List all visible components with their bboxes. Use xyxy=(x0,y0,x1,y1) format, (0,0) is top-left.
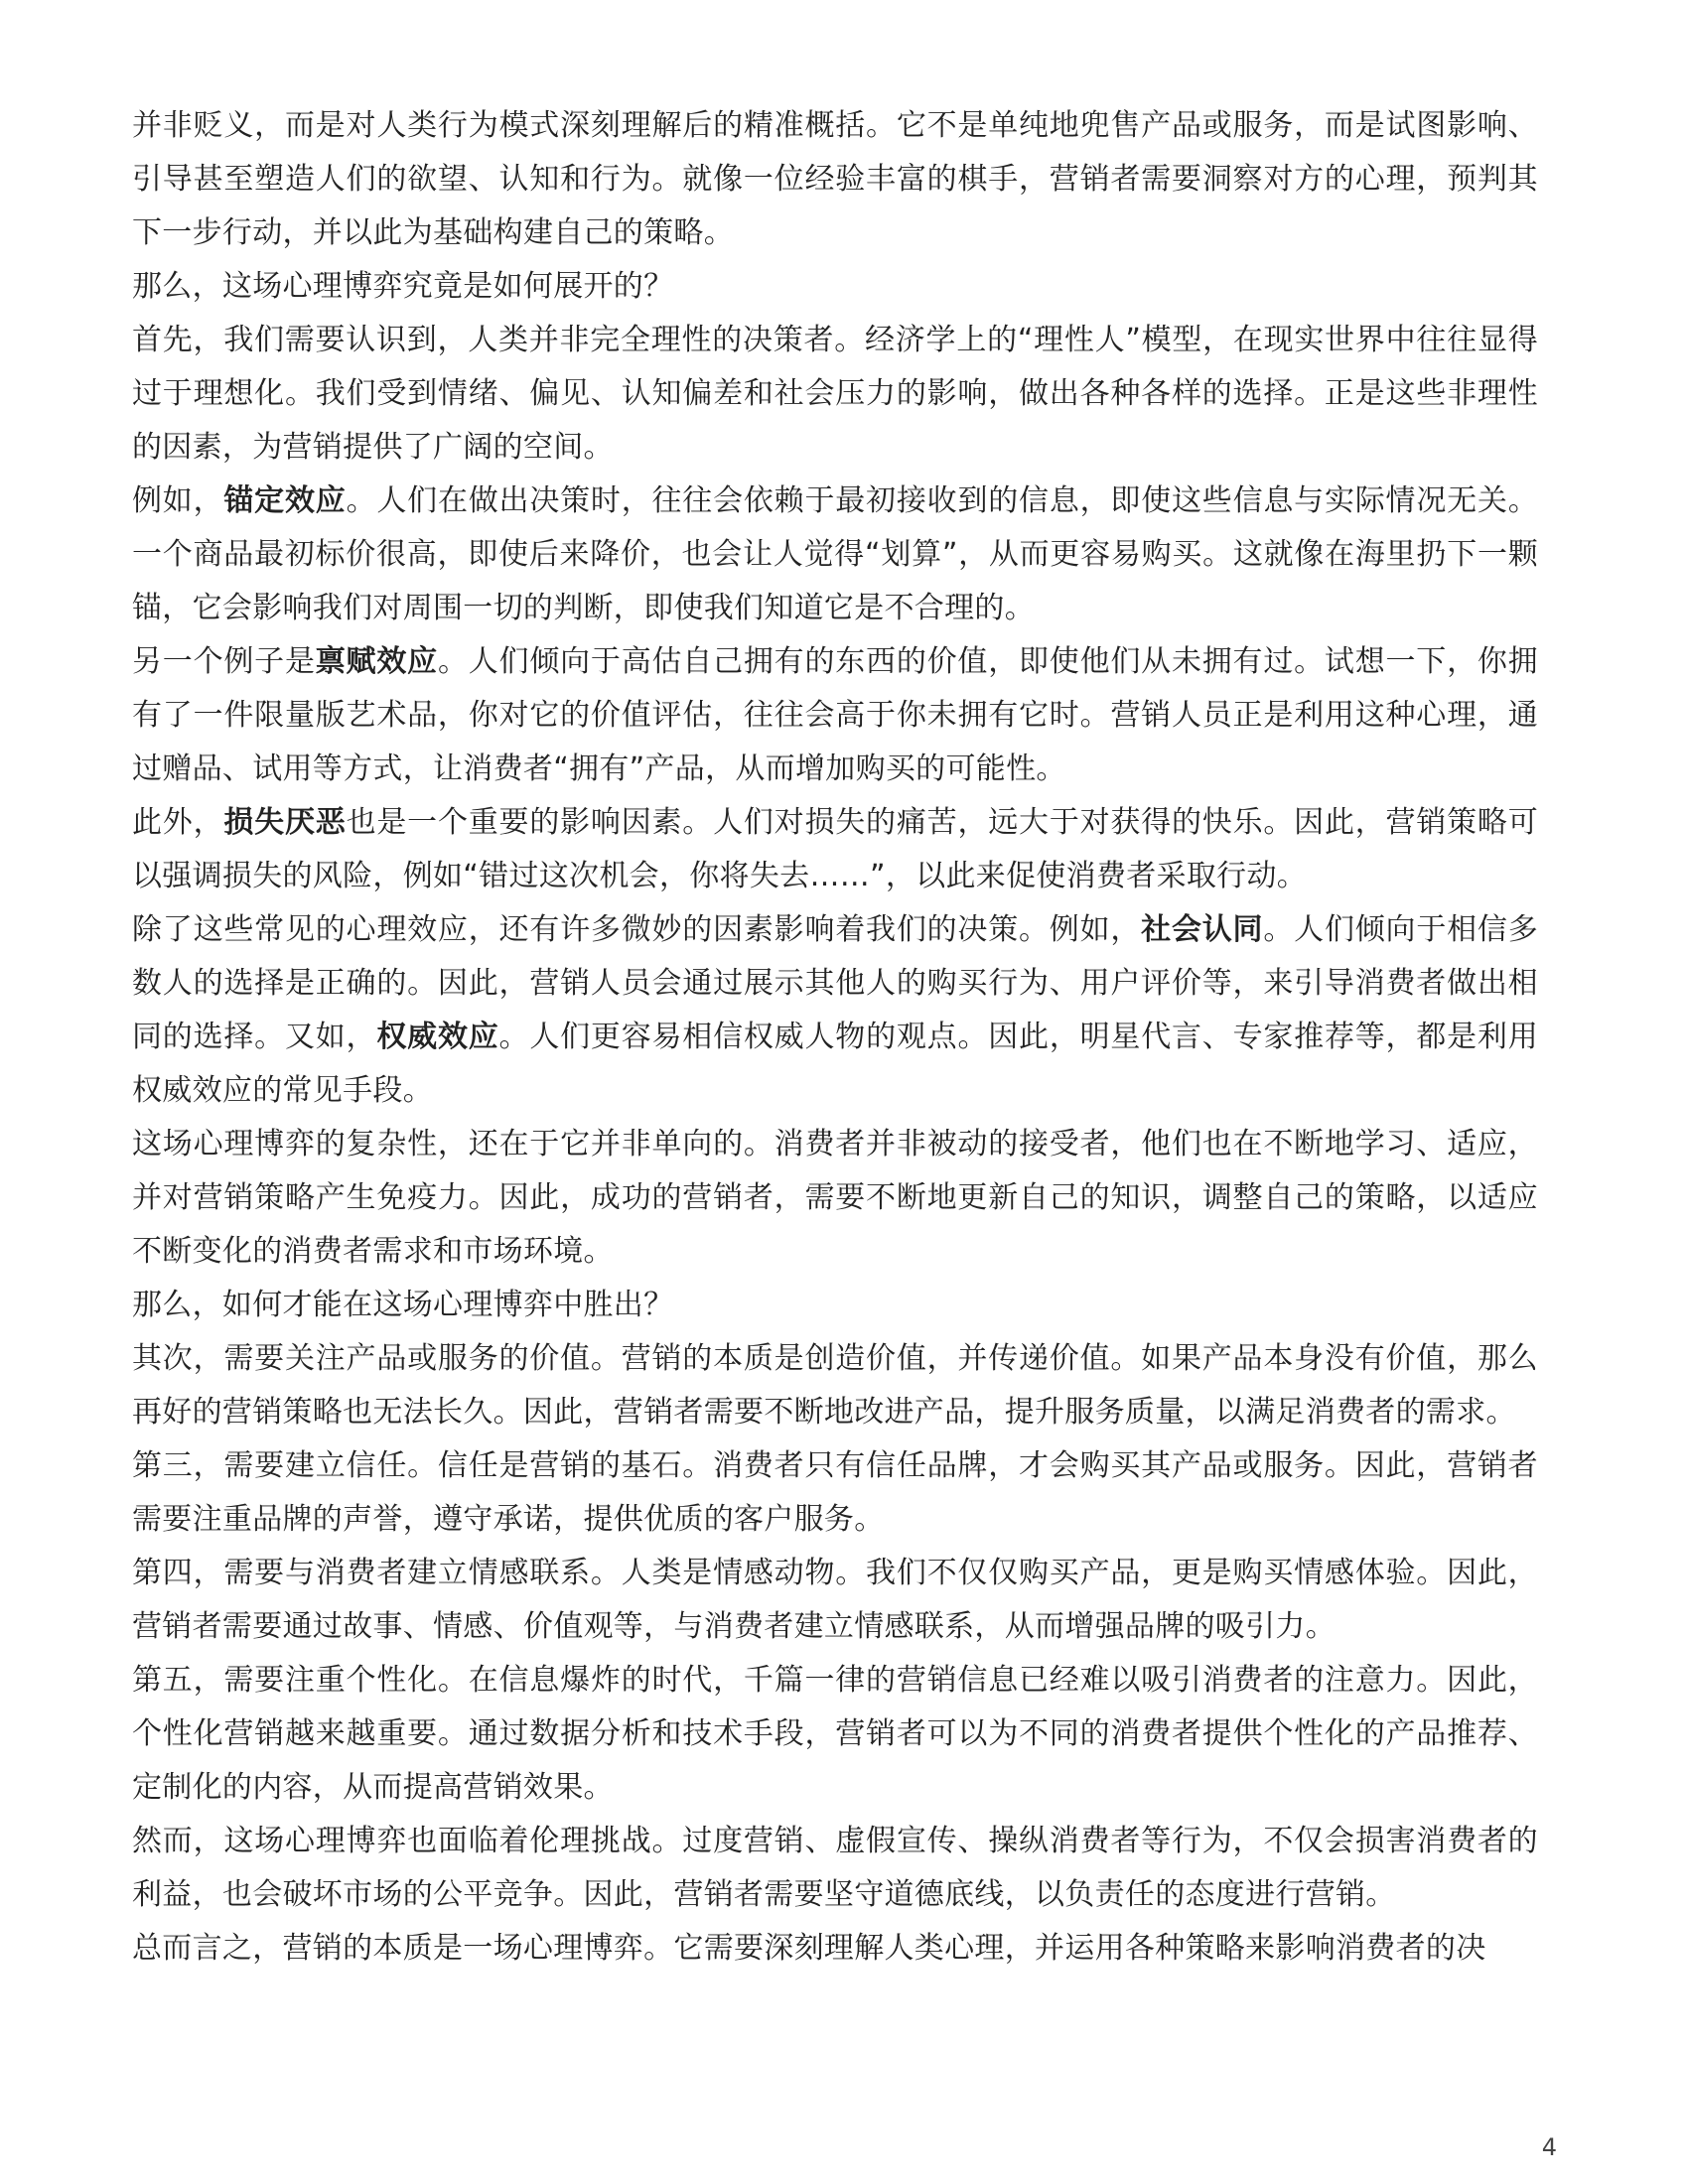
paragraph-text: 首先，我们需要认识到，人类并非完全理性的决策者。经济学上的“理性人”模型，在现实世界中往往显得过于理想化。我们受到情绪、偏见、认知偏差和社会压力的影响，做出各种各样的选择。正是这些非理性的因素，为营销提供了广阔的空间。 xyxy=(132,323,1538,465)
paragraph xyxy=(132,1332,1538,1439)
paragraph-text: 例如， xyxy=(132,483,224,518)
paragraph-text: 这场心理博弈的复杂性，还在于它并非单向的。消费者并非被动的接受者，他们也在不断地学习、适应，并对营销策略产生免疫力。因此，成功的营销者，需要不断地更新自己的知识，调整自己的策略，以适应不断变化的消费者需求和市场环境。 xyxy=(132,1127,1538,1269)
paragraph-text: 第五，需要注重个性化。在信息爆炸的时代，千篇一律的营销信息已经难以吸引消费者的注意力。因此，个性化营销越来越重要。通过数据分析和技术手段，营销者可以为不同的消费者提供个性化的产品推荐、定制化的内容，从而提高营销效果。 xyxy=(132,1663,1538,1805)
paragraph-text: 也是一个重要的影响因素。人们对损失的痛苦，远大于对获得的快乐。因此，营销策略可以强调损失的风险，例如“错过这次机会，你将失去……”，以此来促使消费者采取行动。 xyxy=(132,805,1539,893)
paragraph-text: 其次，需要关注产品或服务的价值。营销的本质是创造价值，并传递价值。如果产品本身没有价值，那么再好的营销策略也无法长久。因此，营销者需要不断地改进产品，提升服务质量，以满足消费者的需求。 xyxy=(132,1341,1538,1430)
paragraph-text: 。人们倾向于高估自己拥有的东西的价值，即使他们从未拥有过。试想一下，你拥有了一件限量版艺术品，你对它的价值评估，往往会高于你未拥有它时。营销人员正是利用这种心理，通过赠品、试用等方式，让消费者“拥有”产品，从而增加购买的可能性。 xyxy=(132,644,1538,786)
paragraph xyxy=(132,475,1538,635)
paragraph-text: 除了这些常见的心理效应，还有许多微妙的因素影响着我们的决策。例如， xyxy=(132,912,1142,947)
paragraph xyxy=(132,1547,1538,1654)
paragraph xyxy=(132,796,1538,903)
paragraph-text: 那么，如何才能在这场心理博弈中胜出？ xyxy=(132,1288,674,1322)
document-body xyxy=(132,99,1538,1976)
paragraph xyxy=(132,260,1538,314)
bold-term: 损失厌恶 xyxy=(223,805,347,840)
paragraph xyxy=(132,1439,1538,1547)
page-number: 4 xyxy=(1541,2133,1557,2161)
paragraph xyxy=(132,1654,1538,1815)
paragraph-text: 并非贬义，而是对人类行为模式深刻理解后的精准概括。它不是单纯地兜售产品或服务，而是试图影响、引导甚至塑造人们的欲望、认知和行为。就像一位经验丰富的棋手，营销者需要洞察对方的心理，预判其下一步行动，并以此为基础构建自己的策略。 xyxy=(132,108,1538,250)
paragraph xyxy=(132,903,1538,1118)
paragraph-text: 那么，这场心理博弈究竟是如何展开的？ xyxy=(132,269,674,304)
bold-term: 锚定效应 xyxy=(223,483,347,518)
paragraph-text: 。人们在做出决策时，往往会依赖于最初接收到的信息，即使这些信息与实际情况无关。一个商品最初标价很高，即使后来降价，也会让人觉得“划算”，从而更容易购买。这就像在海里扔下一颗锚，它会影响我们对周围一切的判断，即使我们知道它是不合理的。 xyxy=(132,483,1539,625)
paragraph xyxy=(132,1118,1538,1279)
paragraph xyxy=(132,1922,1538,1976)
paragraph xyxy=(132,314,1538,475)
paragraph xyxy=(132,1279,1538,1332)
paragraph-text: 然而，这场心理博弈也面临着伦理挑战。过度营销、虚假宣传、操纵消费者等行为，不仅会损害消费者的利益，也会破坏市场的公平竞争。因此，营销者需要坚守道德底线，以负责任的态度进行营销。 xyxy=(132,1824,1538,1912)
paragraph-text: 总而言之，营销的本质是一场心理博弈。它需要深刻理解人类心理，并运用各种策略来影响消费者的决 xyxy=(132,1931,1486,1966)
bold-term: 权威效应 xyxy=(376,1020,499,1054)
paragraph-text: 另一个例子是 xyxy=(132,644,316,679)
bold-term: 禀赋效应 xyxy=(315,644,438,679)
paragraph-text: 。人们倾向于相信多数人的选择是正确的。因此，营销人员会通过展示其他人的购买行为、用户评价等，来引导消费者做出相同的选择。又如， xyxy=(132,912,1539,1054)
bold-term: 社会认同 xyxy=(1141,912,1264,947)
paragraph-text: 。人们更容易相信权威人物的观点。因此，明星代言、专家推荐等，都是利用权威效应的常见手段。 xyxy=(132,1020,1539,1108)
paragraph-text: 第三，需要建立信任。信任是营销的基石。消费者只有信任品牌，才会购买其产品或服务。因此，营销者需要注重品牌的声誉，遵守承诺，提供优质的客户服务。 xyxy=(132,1448,1538,1537)
paragraph xyxy=(132,635,1538,796)
paragraph-text: 此外， xyxy=(132,805,224,840)
paragraph-text: 第四，需要与消费者建立情感联系。人类是情感动物。我们不仅仅购买产品，更是购买情感体验。因此，营销者需要通过故事、情感、价值观等，与消费者建立情感联系，从而增强品牌的吸引力。 xyxy=(132,1556,1538,1644)
paragraph xyxy=(132,1815,1538,1922)
paragraph xyxy=(132,99,1538,260)
